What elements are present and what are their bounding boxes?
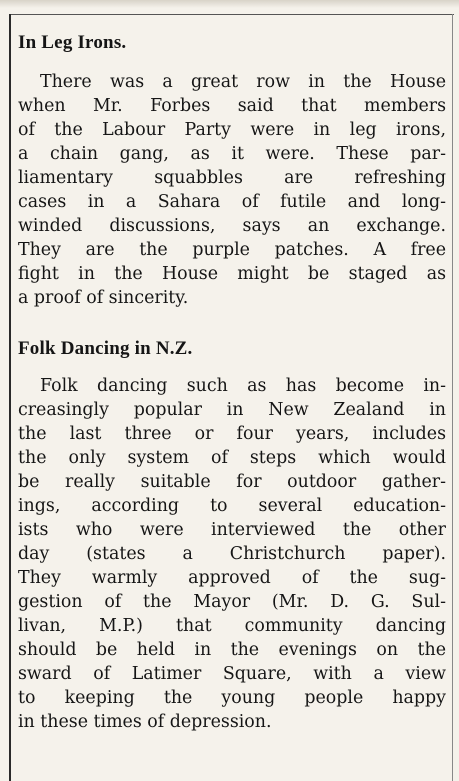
article-heading: In Leg Irons. (18, 32, 127, 53)
article-line: be really suitable for outdoor gather- (18, 472, 446, 492)
article-body (18, 70, 446, 310)
clipping-top-edge (0, 0, 459, 8)
article-heading: Folk Dancing in N.Z. (18, 338, 193, 359)
article-line: of the Labour Party were in leg irons, (18, 120, 446, 140)
article-line: when Mr. Forbes said that members (18, 96, 446, 116)
article-line: cases in a Sahara of futile and long- (18, 192, 446, 212)
article-line: gestion of the Mayor (Mr. D. G. Sul- (18, 592, 446, 612)
article-line: in these times of depression. (18, 712, 272, 732)
article-line: fight in the House might be staged as (18, 264, 446, 284)
article-line: the only system of steps which would (18, 448, 446, 468)
article-line: creasingly popular in New Zealand in (18, 400, 446, 420)
article-line: livan, M.P.) that community dancing (18, 616, 446, 636)
article-line: There was a great row in the House (40, 72, 446, 92)
article-line: Folk dancing such as has become in- (40, 376, 446, 396)
article-column (18, 30, 446, 734)
article-line: a proof of sincerity. (18, 288, 189, 308)
article-line: They warmly approved of the sug- (18, 568, 446, 588)
article-line: day (states a Christchurch paper). (18, 544, 446, 564)
article-line: liamentary squabbles are refreshing (18, 168, 446, 188)
article-line: sward of Latimer Square, with a view (18, 664, 446, 684)
article-line: They are the purple patches. A free (18, 240, 446, 260)
article-body (18, 374, 446, 734)
article-line: should be held in the evenings on the (18, 640, 446, 660)
article-line: ists who were interviewed the other (18, 520, 446, 540)
article-line: to keeping the young people happy (18, 688, 446, 708)
column-rule-right (452, 14, 453, 781)
article-line: the last three or four years, includes (18, 424, 446, 444)
article-line: a chain gang, as it were. These par- (18, 144, 446, 164)
column-rule-left (9, 14, 11, 781)
article-line: ings, according to several education- (18, 496, 446, 516)
article-line: winded discussions, says an exchange. (18, 216, 446, 236)
column-rule-top (9, 14, 454, 15)
